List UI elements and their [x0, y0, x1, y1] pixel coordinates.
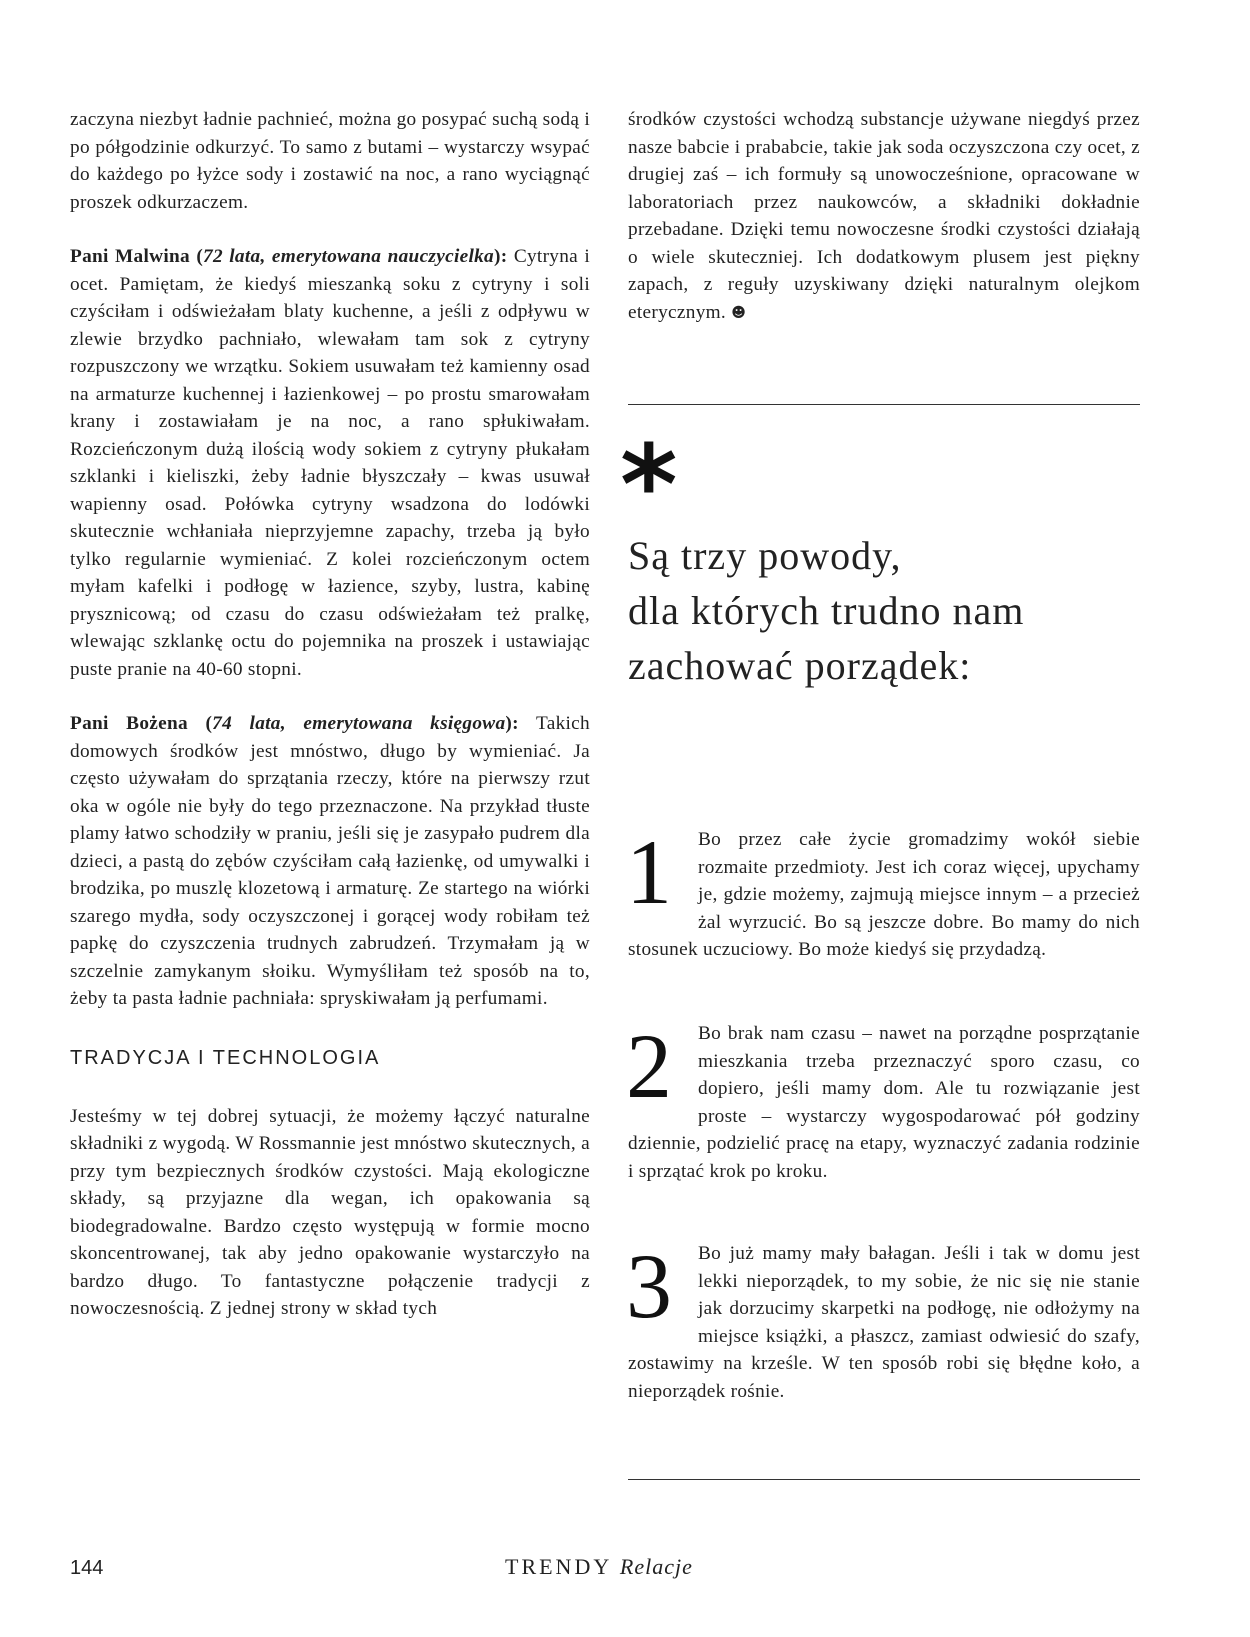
- continuation-text: środków czystości wchodzą substancje używane niegdyś przez nasze babcie i prababcie, takie jak soda oczyszczona czy ocet, z drugiej zaś – ich formuły są unowocześnione, opracowane w laboratoriach przez naukowców, a składniki dokładnie przebadane. Dzięki temu nowoczesne środki czystości działają o wiele skuteczniej. Ich dodatkowym plusem jest piękny zapach, z reguły uzyskiwany dzięki naturalnym olejkom eterycznym.: [628, 109, 1140, 323]
- paren-close: ):: [505, 713, 519, 734]
- magazine-main: TRENDY: [505, 1554, 612, 1579]
- page-number: 144: [70, 1557, 104, 1579]
- paren-open: (: [189, 246, 204, 267]
- reason-item: [626, 821, 1140, 964]
- reason-text: Bo przez całe życie gromadzimy wokół siebie rozmaite przedmioty. Jest ich coraz więcej, upychamy je, gdzie możemy, zajmują miejsce innym – a przecież żal wyrzucić. Bo są jeszcze dobre. Bo mamy do nich stosunek uczuciowy. Bo może kiedyś się przydadzą.: [628, 829, 1140, 960]
- malwina-paragraph: [70, 243, 590, 683]
- magazine-sub: Relacje: [619, 1554, 693, 1579]
- reason-item: [626, 1235, 1140, 1405]
- intro-paragraph: zaczyna niezbyt ładnie pachnieć, można go posypać suchą sodą i po półgodzinie odkurzyć. To samo z butami – wystarczy wsypać do każdego po łyżce sody i zostawić na noc, a rano wyciągnąć proszek odkurzaczem.: [70, 109, 590, 213]
- paren-open: (: [187, 713, 213, 734]
- reason-text: Bo już mamy mały bałagan. Jeśli i tak w domu jest lekki nieporządek, to my sobie, że nic się nie stanie jak dorzucimy skarpetki na podłogę, nie odłożymy na miejsce książki, a płaszcz, zamiast odwiesić do szafy, zostawimy na krześle. W ten sposób robi się błędne koło, a nieporządek rośnie.: [628, 1243, 1140, 1402]
- reason-number: 3: [626, 1235, 672, 1337]
- end-mark-icon: ☻: [731, 304, 747, 321]
- divider-top: [628, 404, 1140, 405]
- bozena-text: Takich domowych środków jest mnóstwo, długo by wymieniać. Ja często używałam do sprzątania rzeczy, które na pierwszy rzut oka w ogóle nie były do tego przeznaczone. Na przykład tłuste plamy łatwo schodziły w praniu, jeśli się je zasypało pudrem dla dzieci, a pastą do zębów czyściłam całą łazienkę, od umywalki i brodzika, po muszlę klozetową i armaturę. Ze startego na wiórki szarego mydła, sody oczyszczonej i gorącej wody robiłam też papkę do czyszczenia trudnych zabrudzeń. Trzymałam ją w szczelnie zamykanym słoiku. Wymyśliłam też sposób na to, żeby ta pasta ładnie pachniała: spryskiwałam ją perfumami.: [70, 713, 590, 1009]
- pull-heading: [628, 528, 1168, 693]
- heading-line: Są trzy powody,: [628, 533, 902, 578]
- reason-item: [626, 1015, 1140, 1185]
- left-column: [70, 106, 590, 1323]
- continuation-paragraph: [628, 106, 1140, 327]
- reason-text: Bo brak nam czasu – nawet na porządne posprzątanie mieszkania trzeba przeznaczyć sporo czasu, co dopiero, jeśli mamy dom. Ale tu rozwiązanie jest proste – wystarczy wygospodarować pół godziny dziennie, podzielić pracę na etapy, wyznaczyć zadania rodzinie i sprzątać krok po kroku.: [628, 1023, 1140, 1182]
- asterisk-icon: *: [620, 421, 678, 549]
- right-column: [628, 106, 1140, 327]
- magazine-name: [505, 1554, 693, 1580]
- speaker-role: 72 lata, emerytowana nauczycielka: [203, 246, 495, 267]
- tradycja-paragraph: Jesteśmy w tej dobrej sytuacji, że możemy łączyć naturalne składniki z wygodą. W Rossmannie jest mnóstwo skutecznych, a przy tym bezpiecznych środków czystości. Mają ekologiczne składy, są przyjazne dla wegan, ich opakowania są biodegradowalne. Bardzo często występują w formie mocno skoncentrowanej, tak aby jedno opakowanie wystarczyło na bardzo długo. To fantastyczne połączenie tradycji z nowoczesnością. Z jednej strony w skład tych: [70, 1105, 590, 1319]
- speaker-role: 74 lata, emerytowana księgowa: [212, 713, 506, 734]
- divider-bottom: [628, 1479, 1140, 1480]
- heading-line: zachować porządek:: [628, 643, 972, 688]
- speaker-name: Pani Malwina: [70, 246, 190, 267]
- heading-line: dla których trudno nam: [628, 588, 1025, 633]
- section-heading: TRADYCJA I TECHNOLOGIA: [70, 1046, 381, 1069]
- reason-number: 2: [626, 1015, 672, 1117]
- bozena-paragraph: [70, 710, 590, 1013]
- speaker-name: Pani Bożena: [70, 713, 188, 734]
- malwina-text: Cytryna i ocet. Pamiętam, że kiedyś mieszanką soku z cytryny i soli czyściłam i odświeżałam blaty kuchenne, a jeśli z odpływu w zlewie brzydko pachniało, wlewałam tam sok z cytryny rozpuszczony we wrzątku. Sokiem usuwałam też kamienny osad na armaturze kuchennej i łazienkowej – po prostu smarowałam krany i zostawiałam je na noc, a rano spłukiwałam. Rozcieńczonym dużą ilością wody sokiem z cytryny płukałam szklanki i kieliszki, żeby ładnie błyszczały – kwas usuwał wapienny osad. Połówka cytryny wsadzona do lodówki skutecznie wchłaniała nieprzyjemne zapachy, trzeba ją było tylko regularnie wymieniać. Z kolei rozcieńczonym octem myłam kafelki i podłogę w łazience, szyby, lustra, kabinę prysznicową; od czasu do czasu odświeżałam też pralkę, wlewając szklankę octu do pojemnika na proszek i ustawiając puste pranie na 40-60 stopni.: [70, 246, 591, 680]
- paren-close: ):: [494, 246, 508, 267]
- reason-number: 1: [626, 821, 672, 923]
